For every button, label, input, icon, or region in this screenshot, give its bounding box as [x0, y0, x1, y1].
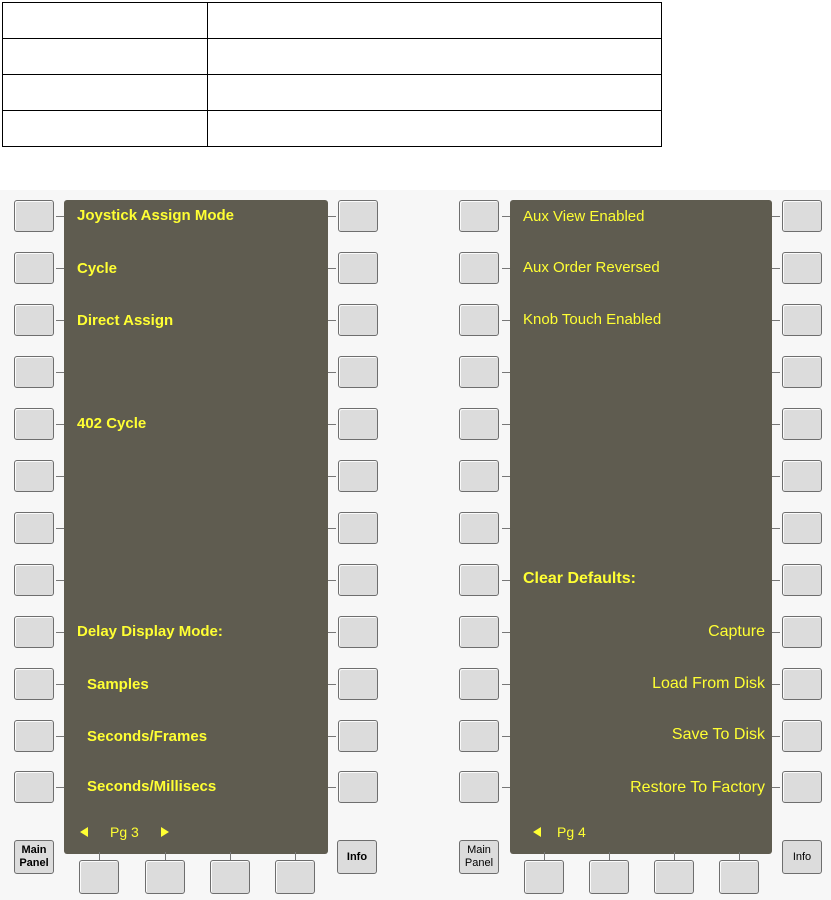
connector-tick — [772, 736, 780, 737]
soft-key-left-6[interactable] — [459, 460, 499, 492]
table-cell — [208, 3, 662, 39]
connector-tick — [56, 216, 64, 217]
right-label-3: Knob Touch Enabled — [523, 311, 662, 328]
connector-tick — [328, 476, 336, 477]
soft-key-left-9[interactable] — [459, 616, 499, 648]
connector-tick — [328, 320, 336, 321]
bottom-key-4[interactable] — [719, 860, 759, 894]
triangle-right-icon[interactable] — [161, 827, 169, 837]
right-label-10: Load From Disk — [652, 675, 765, 692]
soft-key-right-9[interactable] — [338, 616, 378, 648]
table-cell — [3, 3, 208, 39]
soft-key-left-12[interactable] — [459, 771, 499, 803]
soft-key-right-6[interactable] — [338, 460, 378, 492]
soft-key-right-10[interactable] — [782, 668, 822, 700]
soft-key-left-1[interactable] — [14, 200, 54, 232]
soft-key-left-3[interactable] — [14, 304, 54, 336]
connector-tick — [502, 372, 510, 373]
connector-tick — [772, 684, 780, 685]
connector-tick — [772, 476, 780, 477]
right-label-2: Aux Order Reversed — [523, 259, 660, 276]
info-button[interactable]: Info — [337, 840, 377, 874]
left-label-1: Joystick Assign Mode — [77, 207, 234, 224]
soft-key-left-8[interactable] — [14, 564, 54, 596]
connector-tick — [165, 852, 166, 860]
soft-key-right-11[interactable] — [338, 720, 378, 752]
connector-tick — [772, 580, 780, 581]
table-row — [3, 75, 662, 111]
triangle-left-icon[interactable] — [80, 827, 88, 837]
connector-tick — [230, 852, 231, 860]
connector-tick — [56, 632, 64, 633]
connector-tick — [502, 632, 510, 633]
left-page-indicator: Pg 3 — [110, 824, 139, 840]
connector-tick — [56, 736, 64, 737]
connector-tick — [502, 528, 510, 529]
connector-tick — [328, 684, 336, 685]
soft-key-right-5[interactable] — [782, 408, 822, 440]
soft-key-right-9[interactable] — [782, 616, 822, 648]
connector-tick — [56, 580, 64, 581]
soft-key-right-11[interactable] — [782, 720, 822, 752]
connector-tick — [544, 852, 545, 860]
soft-key-right-4[interactable] — [338, 356, 378, 388]
soft-key-left-8[interactable] — [459, 564, 499, 596]
soft-key-left-12[interactable] — [14, 771, 54, 803]
soft-key-right-1[interactable] — [782, 200, 822, 232]
soft-key-right-7[interactable] — [782, 512, 822, 544]
soft-key-left-10[interactable] — [14, 668, 54, 700]
connector-tick — [56, 528, 64, 529]
soft-key-left-5[interactable] — [459, 408, 499, 440]
soft-key-left-5[interactable] — [14, 408, 54, 440]
connector-tick — [674, 852, 675, 860]
connector-tick — [502, 268, 510, 269]
connector-tick — [56, 372, 64, 373]
soft-key-right-7[interactable] — [338, 512, 378, 544]
main-panel-button[interactable]: Main Panel — [14, 840, 54, 874]
spec-table — [2, 2, 662, 147]
right-label-12: Restore To Factory — [630, 779, 765, 796]
soft-key-left-1[interactable] — [459, 200, 499, 232]
connector-tick — [99, 852, 100, 860]
connector-tick — [328, 787, 336, 788]
connector-tick — [502, 216, 510, 217]
connector-tick — [56, 787, 64, 788]
right-label-8: Clear Defaults: — [523, 570, 636, 587]
soft-key-left-2[interactable] — [14, 252, 54, 284]
soft-key-right-3[interactable] — [338, 304, 378, 336]
soft-key-left-11[interactable] — [14, 720, 54, 752]
soft-key-right-12[interactable] — [338, 771, 378, 803]
table-row — [3, 111, 662, 147]
connector-tick — [502, 684, 510, 685]
connector-tick — [502, 476, 510, 477]
soft-key-right-5[interactable] — [338, 408, 378, 440]
left-label-5: 402 Cycle — [77, 415, 147, 432]
connector-tick — [772, 268, 780, 269]
right-lcd-screen — [510, 200, 772, 854]
connector-tick — [328, 632, 336, 633]
left-lcd-screen — [64, 200, 328, 854]
connector-tick — [502, 424, 510, 425]
connector-tick — [328, 424, 336, 425]
connector-tick — [739, 852, 740, 860]
connector-tick — [502, 320, 510, 321]
left-label-10: Samples — [87, 676, 149, 693]
soft-key-right-4[interactable] — [782, 356, 822, 388]
soft-key-left-11[interactable] — [459, 720, 499, 752]
soft-key-left-7[interactable] — [14, 512, 54, 544]
soft-key-left-4[interactable] — [14, 356, 54, 388]
connector-tick — [328, 216, 336, 217]
left-label-9: Delay Display Mode: — [77, 623, 223, 640]
connector-tick — [328, 580, 336, 581]
main-panel-button[interactable]: Main Panel — [459, 840, 499, 874]
connector-tick — [609, 852, 610, 860]
table-cell — [208, 75, 662, 111]
soft-key-right-6[interactable] — [782, 460, 822, 492]
connector-tick — [328, 736, 336, 737]
table-cell — [3, 75, 208, 111]
connector-tick — [56, 476, 64, 477]
bottom-key-1[interactable] — [79, 860, 119, 894]
soft-key-right-1[interactable] — [338, 200, 378, 232]
connector-tick — [295, 852, 296, 860]
info-button[interactable]: Info — [782, 840, 822, 874]
soft-key-right-2[interactable] — [782, 252, 822, 284]
bottom-key-3[interactable] — [210, 860, 250, 894]
soft-key-right-2[interactable] — [338, 252, 378, 284]
left-label-12: Seconds/Millisecs — [87, 778, 217, 795]
connector-tick — [772, 372, 780, 373]
connector-tick — [772, 528, 780, 529]
connector-tick — [502, 736, 510, 737]
connector-tick — [328, 528, 336, 529]
connector-tick — [328, 372, 336, 373]
soft-key-right-8[interactable] — [338, 564, 378, 596]
left-label-3: Direct Assign — [77, 312, 174, 329]
bottom-key-4[interactable] — [275, 860, 315, 894]
connector-tick — [502, 580, 510, 581]
table-cell — [3, 39, 208, 75]
connector-tick — [328, 268, 336, 269]
soft-key-right-12[interactable] — [782, 771, 822, 803]
bottom-key-2[interactable] — [589, 860, 629, 894]
right-label-11: Save To Disk — [671, 726, 765, 743]
connector-tick — [772, 787, 780, 788]
bottom-key-2[interactable] — [145, 860, 185, 894]
connector-tick — [772, 632, 780, 633]
soft-key-left-4[interactable] — [459, 356, 499, 388]
table-cell — [208, 111, 662, 147]
left-label-11: Seconds/Frames — [87, 728, 208, 745]
right-label-1: Aux View Enabled — [523, 208, 645, 225]
connector-tick — [56, 320, 64, 321]
bottom-key-3[interactable] — [654, 860, 694, 894]
connector-tick — [772, 320, 780, 321]
soft-key-left-2[interactable] — [459, 252, 499, 284]
connector-tick — [56, 424, 64, 425]
table-row — [3, 3, 662, 39]
connector-tick — [56, 684, 64, 685]
right-label-9: Capture — [708, 623, 765, 640]
soft-key-left-6[interactable] — [14, 460, 54, 492]
table-row — [3, 39, 662, 75]
soft-key-right-3[interactable] — [782, 304, 822, 336]
soft-key-left-9[interactable] — [14, 616, 54, 648]
connector-tick — [502, 787, 510, 788]
table-cell — [208, 39, 662, 75]
soft-key-right-8[interactable] — [782, 564, 822, 596]
table-cell — [3, 111, 208, 147]
soft-key-left-3[interactable] — [459, 304, 499, 336]
soft-key-left-10[interactable] — [459, 668, 499, 700]
soft-key-left-7[interactable] — [459, 512, 499, 544]
soft-key-right-10[interactable] — [338, 668, 378, 700]
bottom-key-1[interactable] — [524, 860, 564, 894]
triangle-left-icon[interactable] — [533, 827, 541, 837]
connector-tick — [772, 216, 780, 217]
connector-tick — [56, 268, 64, 269]
right-page-indicator: Pg 4 — [557, 824, 586, 840]
left-label-2: Cycle — [77, 260, 118, 277]
connector-tick — [772, 424, 780, 425]
